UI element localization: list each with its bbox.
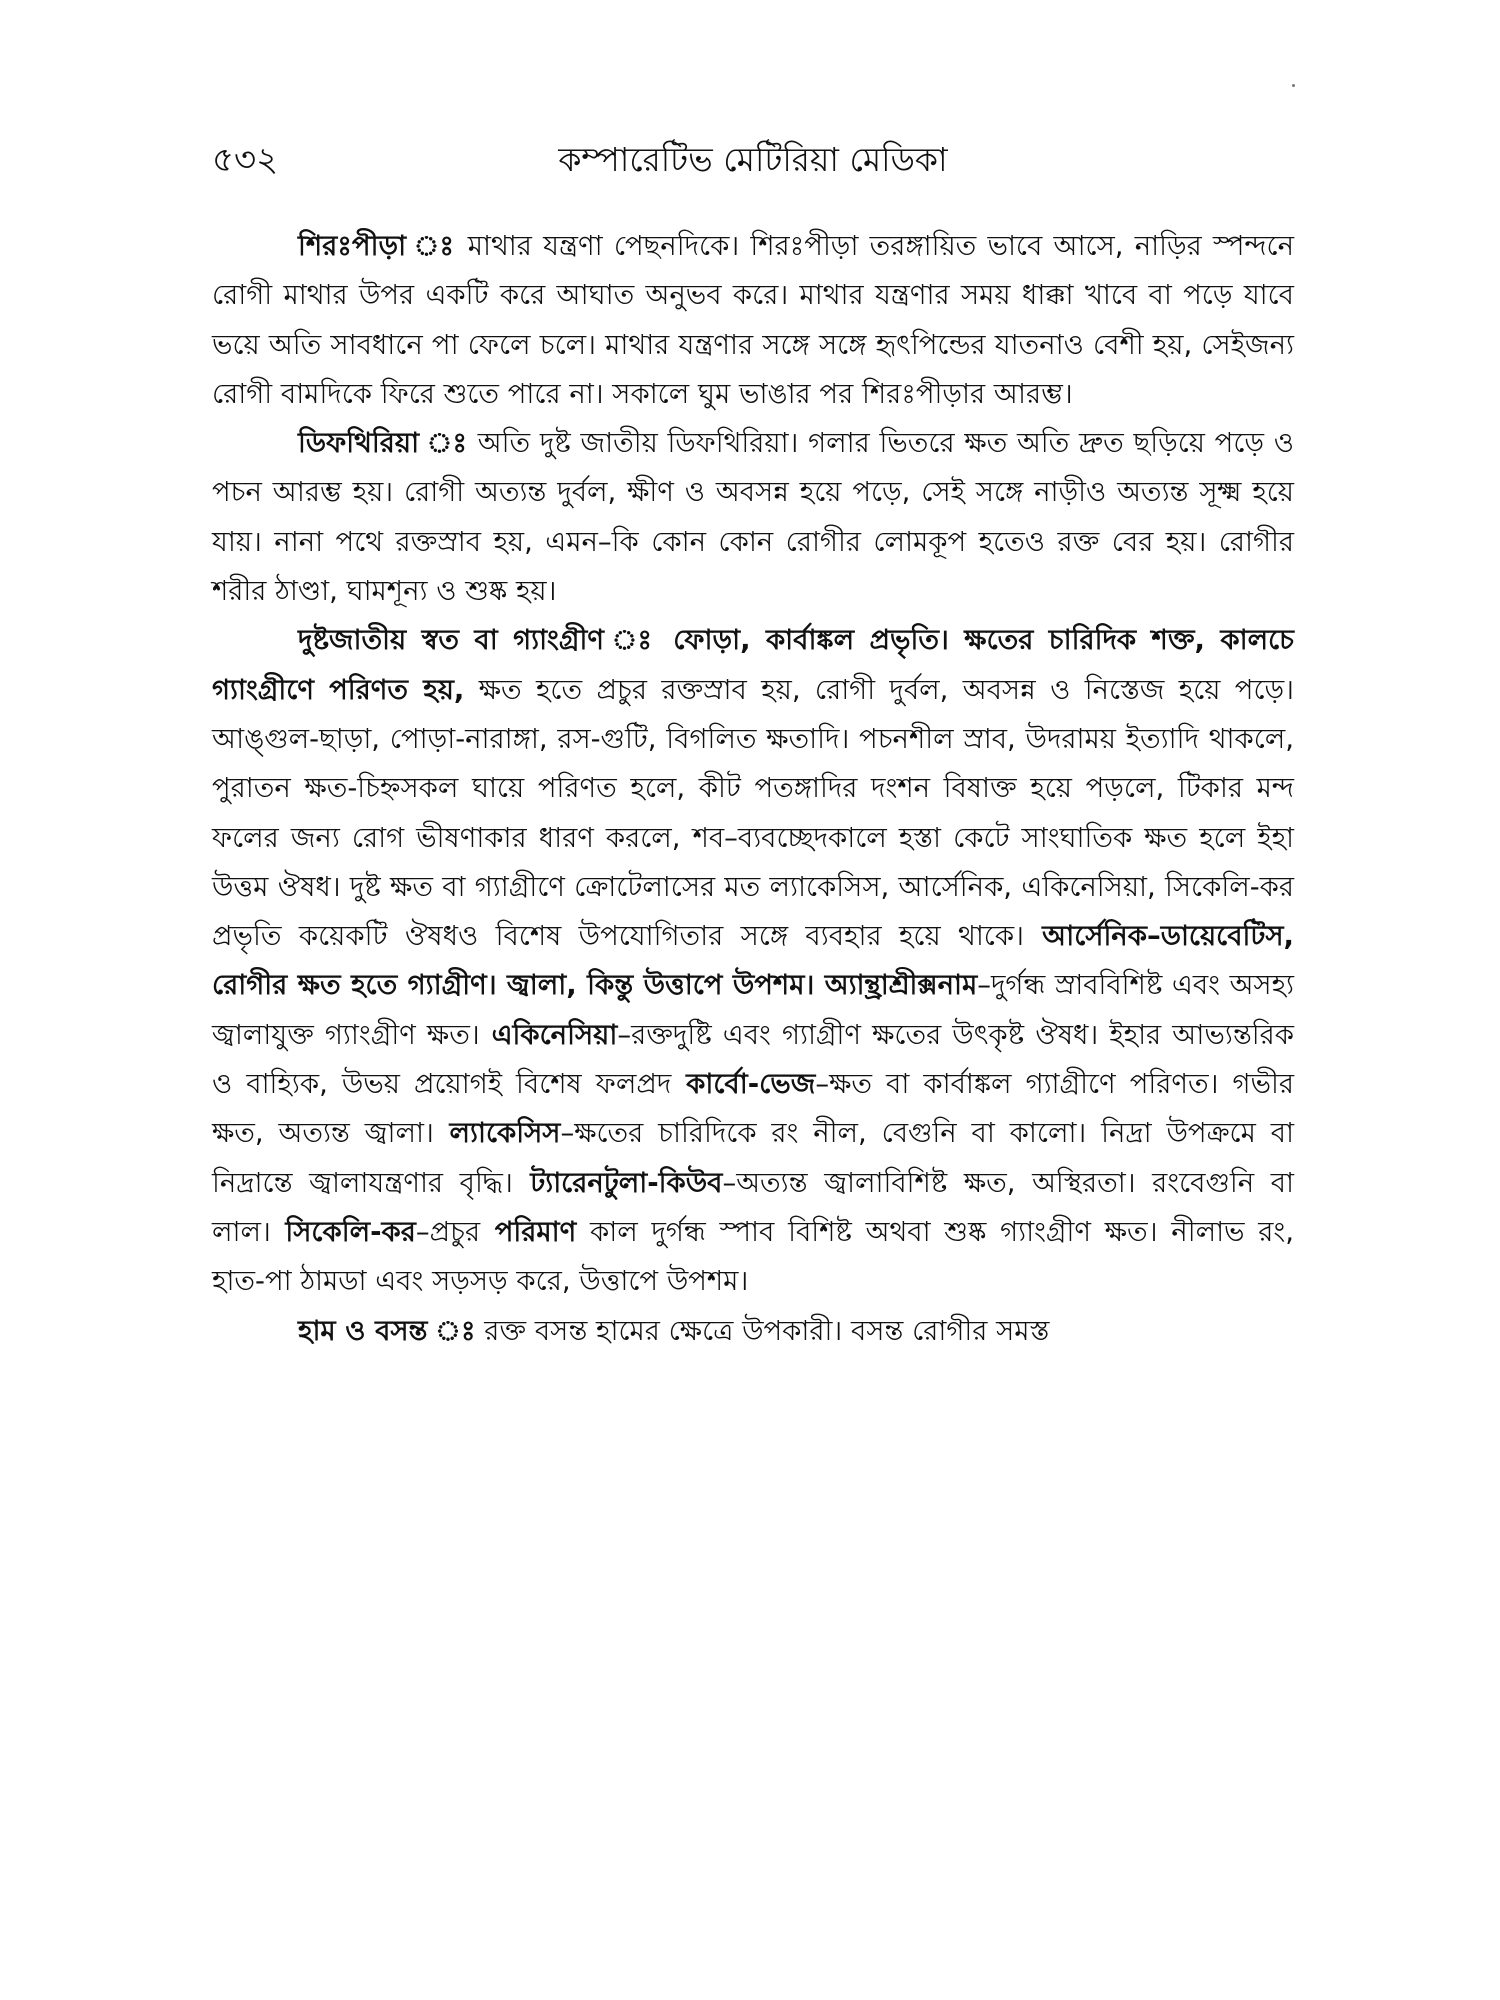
paragraph-gangrene: [212, 616, 1294, 1306]
heading-measles-pox: হাম ও বসন্ত ঃ: [298, 1314, 476, 1347]
paragraph-diphtheria: [212, 419, 1294, 616]
heading-headache: শিরঃপীড়া ঃ: [298, 230, 457, 262]
remedy-lachesis: ল্যাকেসিস: [433, 1117, 561, 1150]
bold-phrase: ফোড়া, কার্বাঙ্কল প্রভৃতি। ক্ষতের চারিদিক শক্ত, কালচে গ্যাংগ্রীণে পরিণত হয়,: [212, 624, 1294, 706]
page-header: [212, 138, 1294, 188]
paper-speck: [1292, 84, 1295, 87]
paragraph-text: –দুর্গন্ধ স্রাববিশিষ্ট এবং অসহ্য জ্বালাযুক্ত গ্যাংগ্রীণ ক্ষত।: [212, 969, 1294, 1051]
heading-gangrene: দুষ্টজাতীয় স্বত বা গ্যাংগ্রীণ ঃ: [298, 624, 658, 657]
body-text: [212, 222, 1294, 1356]
bold-phrase: পরিমাণ: [480, 1215, 577, 1248]
paragraph-text: –রক্তদুষ্টি এবং গ্যাগ্রীণ ক্ষতের উৎকৃষ্ট ঔষধ। ইহার আভ্যন্তরিক ও বাহ্যিক, উভয় প্রয়োগই বিশেষ ফলপ্রদ: [212, 1018, 1295, 1101]
remedy-tarentula-cub: ট্যারেনটুলা-কিউব: [512, 1166, 723, 1199]
paragraph-text: অতি দুষ্ট জাতীয় ডিফথিরিয়া। গলার ভিতরে ক্ষত অতি দ্রুত ছড়িয়ে পড়ে ও পচন আরম্ভ হয়। রোগী অত্যন্ত দুর্বল, ক্ষীণ ও অবসন্ন হয়ে পড়ে, সেই সঙ্গে নাড়ীও অত্যন্ত সূক্ষ্ম হয়ে যায়। নানা পথে রক্তস্রাব হয়, এমন–কি কোন কোন রোগীর লোমকূপ হতেও রক্ত বের হয়। রোগীর শরীর ঠাণ্ডা, ঘামশূন্য ও শুষ্ক হয়।: [212, 427, 1294, 608]
running-title: কম্পারেটিভ মেটিরিয়া মেডিকা: [558, 140, 948, 179]
paragraph-headache: [212, 222, 1294, 419]
paragraph-text: –প্রচুর: [415, 1215, 481, 1248]
paragraph-measles-pox: [212, 1307, 1294, 1356]
paragraph-text: কাল দুর্গন্ধ স্পাব বিশিষ্ট অথবা শুষ্ক গ্যাংগ্রীণ ক্ষত। নীলাভ রং, হাত-পা ঠামডা এবং সড়সড় করে, উত্তাপে উপশম।: [212, 1215, 1294, 1298]
remedy-echinacea: একিনেসিয়া: [479, 1018, 618, 1051]
remedy-arsenic: আর্সেনিক–ডায়েবেটিস, রোগীর ক্ষত হতে গ্যাগ্রীণ। জ্বালা, কিন্তু উত্তাপে উপশম। অ্যান্থ্রাশ্রীক্সনাম: [212, 920, 1294, 1002]
paragraph-text: ক্ষত হতে প্রচুর রক্তস্রাব হয়, রোগী দুর্বল, অবসন্ন ও নিস্তেজ হয়ে পড়ে। আঙ্গুল-ছাড়া, পোড়া-নারাঙ্গা, রস-গুটি, বিগলিত ক্ষতাদি। পচনশীল স্রাব, উদরাময় ইত্যাদি থাকলে, পুরাতন ক্ষত-চিহ্নসকল ঘায়ে পরিণত হলে, কীট পতঙ্গাদির দংশন বিষাক্ত হয়ে পড়লে, টিকার মন্দ ফলের জন্য রোগ ভীষণাকার ধারণ করলে, শব–ব্যবচ্ছেদকালে হস্তা কেটে সাংঘাতিক ক্ষত হলে ইহা উত্তম ঔষধ। দুষ্ট ক্ষত বা গ্যাগ্রীণে ক্রোটেলাসের মত ল্যাকেসিস, আর্সেনিক, একিনেসিয়া, সিকেলি-কর প্রভৃতি কয়েকটি ঔষধও বিশেষ উপযোগিতার সঙ্গে ব্যবহার হয়ে থাকে।: [212, 673, 1294, 953]
remedy-secale-cor: সিকেলি-কর: [270, 1215, 416, 1248]
paragraph-text: –ক্ষত বা কার্বাঙ্কল গ্যাগ্রীণে পরিণত। গভীর ক্ষত, অত্যন্ত জ্বালা।: [212, 1068, 1294, 1150]
heading-diphtheria: ডিফথিরিয়া ঃ: [298, 427, 469, 460]
paragraph-text: মাথার যন্ত্রণা পেছনদিকে। শিরঃপীড়া তরঙ্গায়িত ভাবে আসে, নাড়ির স্পন্দনে রোগী মাথার উপর একটি করে আঘাত অনুভব করে। মাথার যন্ত্রণার সময় ধাক্কা খাবে বা পড়ে যাবে ভয়ে অতি সাবধানে পা ফেলে চলে। মাথার যন্ত্রণার সঙ্গে সঙ্গে হৃৎপিন্ডের যাতনাও বেশী হয়, সেইজন্য রোগী বামদিকে ফিরে শুতে পারে না। সকালে ঘুম ভাঙার পর শিরঃপীড়ার আরম্ভ।: [212, 230, 1294, 410]
paragraph-text: রক্ত বসন্ত হামের ক্ষেত্রে উপকারী। বসন্ত রোগীর সমস্ত: [475, 1314, 1050, 1347]
page-number: ৫৩২: [212, 140, 279, 180]
remedy-carbo-veg: কার্বো-ভেজ: [671, 1068, 816, 1101]
paragraph-text: –অত্যন্ত জ্বালাবিশিষ্ট ক্ষত, অস্থিরতা। রংবেগুনি বা লাল।: [212, 1166, 1294, 1248]
paragraph-text: –ক্ষতের চারিদিকে রং নীল, বেগুনি বা কালো। নিদ্রা উপক্রমে বা নিদ্রান্তে জ্বালাযন্ত্রণার বৃদ্ধি।: [212, 1117, 1295, 1199]
